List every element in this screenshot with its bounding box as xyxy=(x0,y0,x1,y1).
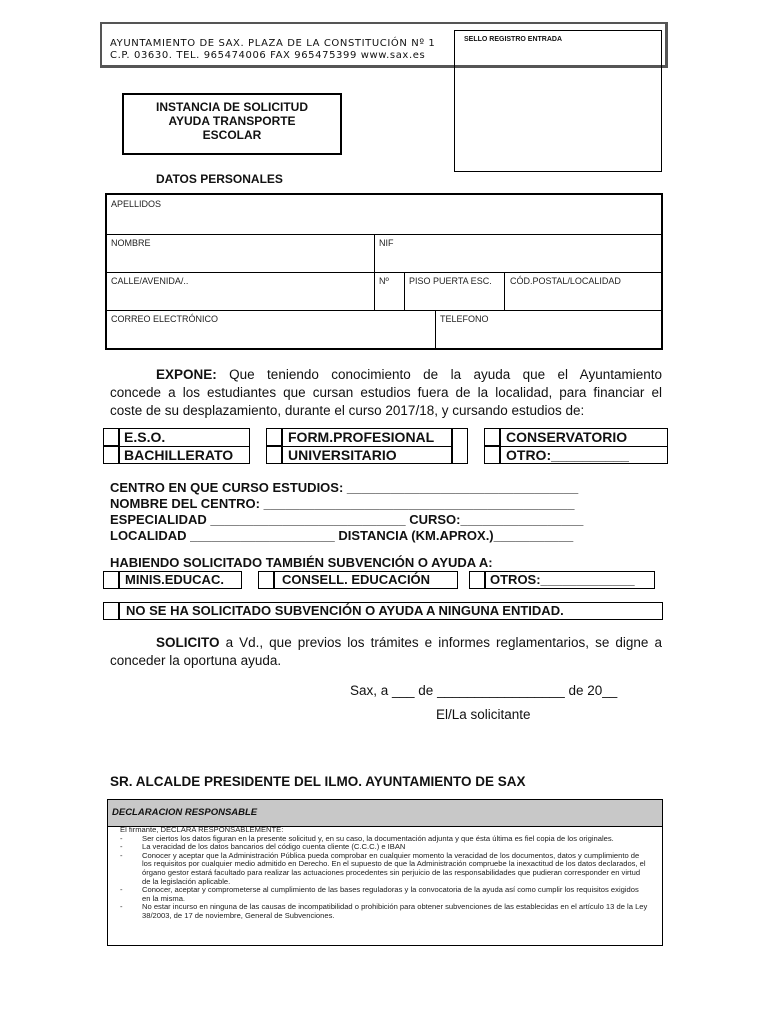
declaracion-item: - Conocer, aceptar y comprometerse al cumplimiento de las bases reguladoras y la convocatoria de la ayuda así como cumplir los requisitos exigidos en la misma. xyxy=(120,886,648,903)
nombre-field[interactable]: NOMBRE xyxy=(111,238,151,248)
destinatario: SR. ALCALDE PRESIDENTE DEL ILMO. AYUNTAMIENTO DE SAX xyxy=(110,774,526,789)
fp-checkbox[interactable] xyxy=(266,428,282,446)
calle-field[interactable]: CALLE/AVENIDA/.. xyxy=(111,276,189,286)
otros-checkbox[interactable] xyxy=(469,571,485,589)
form-title-line-2: AYUDA TRANSPORTE xyxy=(168,114,296,128)
personal-data-title: DATOS PERSONALES xyxy=(156,172,283,186)
apellidos-field[interactable]: APELLIDOS xyxy=(111,199,162,209)
minis-checkbox[interactable] xyxy=(103,571,119,589)
expone-text-2: concede a los estudiantes que cursan estudios fuera de la localidad, para financiar el xyxy=(110,385,662,400)
piso-field[interactable]: PISO PUERTA ESC. xyxy=(409,276,492,286)
declaracion-box xyxy=(107,799,663,946)
universitario-checkbox[interactable] xyxy=(266,446,282,464)
otros-label: OTROS:_____________ xyxy=(490,572,635,587)
subvencion-title: HABIENDO SOLICITADO TAMBIÉN SUBVENCIÓN O AYUDA A: xyxy=(110,555,493,570)
numero-field[interactable]: Nº xyxy=(379,276,389,286)
declaracion-intro: El firmante, DECLARA RESPONSABLEMENTE: xyxy=(120,825,284,834)
form-title-line-3: ESCOLAR xyxy=(202,128,262,142)
minis-label: MINIS.EDUCAC. xyxy=(125,572,224,587)
form-title-line-1: INSTANCIA DE SOLICITUD xyxy=(156,100,308,114)
expone-text-3: coste de su desplazamiento, durante el curso 2017/18, y cursando estudios de: xyxy=(110,403,585,418)
declaracion-item: - La veracidad de los datos bancarios del código cuenta cliente (C.C.C.) e IBAN xyxy=(120,843,648,852)
declaracion-title: DECLARACION RESPONSABLE xyxy=(112,807,258,818)
centro-section xyxy=(110,480,583,544)
solicito-paragraph xyxy=(110,634,662,670)
form-title-box xyxy=(122,93,342,155)
bachillerato-checkbox[interactable] xyxy=(103,446,119,464)
ninguna-checkbox[interactable] xyxy=(103,602,119,620)
centro-estudios-line[interactable]: CENTRO EN QUE CURSO ESTUDIOS: ________________________________ xyxy=(110,480,579,495)
eso-checkbox[interactable] xyxy=(103,428,119,446)
solicito-text-1: a Vd., que previos los trámites e informes reglamentarios, se digne a xyxy=(225,635,662,650)
correo-field[interactable]: CORREO ELECTRÓNICO xyxy=(111,314,219,324)
expone-text-1: Que teniendo conocimiento de la ayuda que el Ayuntamiento xyxy=(229,367,662,382)
conservatorio-label: CONSERVATORIO xyxy=(506,429,628,445)
col2-spacer xyxy=(452,428,468,464)
fecha-line[interactable]: Sax, a ___ de _________________ de 20__ xyxy=(350,683,618,698)
codigo-postal-field[interactable]: CÓD.POSTAL/LOCALIDAD xyxy=(510,276,621,286)
declaracion-item: - Conocer y aceptar que la Administración Pública pueda comprobar en cualquier momento la veracidad de los documentos, datos y cumplimiento de los requisitos por cualquier medio admitido en Derecho. En el supuesto de que la Administración compruebe la inexactitud de los datos declarados, el órgano gestor estará facultado para realizar las actuaciones procedentes sin perjuicio de las responsabilidades que pudieran corresponder en virtud de la legislación aplicable. xyxy=(120,852,648,886)
expone-label: EXPONE: xyxy=(156,367,217,382)
solicito-text-2: conceder la oportuna ayuda. xyxy=(110,653,282,668)
eso-label: E.S.O. xyxy=(124,429,166,445)
otro-label: OTRO:__________ xyxy=(506,447,629,463)
nombre-centro-line[interactable]: NOMBRE DEL CENTRO: ___________________________________________ xyxy=(110,496,575,511)
municipality-header xyxy=(110,38,435,62)
solicito-label: SOLICITO xyxy=(156,635,220,650)
declaracion-item: - No estar incurso en ninguna de las causas de incompatibilidad o prohibición para obtener subvenciones de las establecidas en el artículo 13 de la Ley 38/2003, de 17 de noviembre, General de Subvenciones. xyxy=(120,903,648,920)
nif-field[interactable]: NIF xyxy=(379,238,394,248)
personal-data-table xyxy=(105,193,663,350)
bachillerato-label: BACHILLERATO xyxy=(124,447,234,463)
declaracion-header xyxy=(108,800,662,827)
otro-checkbox[interactable] xyxy=(484,446,500,464)
especialidad-curso-line[interactable]: ESPECIALIDAD ___________________________ CURSO:_________________ xyxy=(110,512,584,527)
registry-stamp-box xyxy=(454,30,662,172)
declaracion-item: - Ser ciertos los datos figuran en la presente solicitud y, en su caso, la documentación adjunta y que ésta última es fiel copia de los originales. xyxy=(120,835,648,844)
universitario-label: UNIVERSITARIO xyxy=(288,447,397,463)
solicitante-label: El/La solicitante xyxy=(436,707,531,722)
localidad-distancia-line[interactable]: LOCALIDAD ____________________ DISTANCIA (KM.APROX.)___________ xyxy=(110,528,574,543)
conservatorio-checkbox[interactable] xyxy=(484,428,500,446)
registry-stamp-label: SELLO REGISTRO ENTRADA xyxy=(464,36,563,43)
header-line-1: AYUNTAMIENTO DE SAX. PLAZA DE LA CONSTITUCIÓN Nº 1 xyxy=(110,38,436,49)
consell-label: CONSELL. EDUCACIÓN xyxy=(282,572,431,587)
telefono-field[interactable]: TELEFONO xyxy=(440,314,489,324)
declaracion-body xyxy=(120,826,648,921)
header-line-2: C.P. 03630. TEL. 965474006 FAX 965475399 www.sax.es xyxy=(110,50,426,61)
fp-label: FORM.PROFESIONAL xyxy=(288,429,435,445)
expone-paragraph xyxy=(110,366,662,420)
consell-checkbox[interactable] xyxy=(258,571,274,589)
ninguna-label: NO SE HA SOLICITADO SUBVENCIÓN O AYUDA A NINGUNA ENTIDAD. xyxy=(126,603,564,618)
